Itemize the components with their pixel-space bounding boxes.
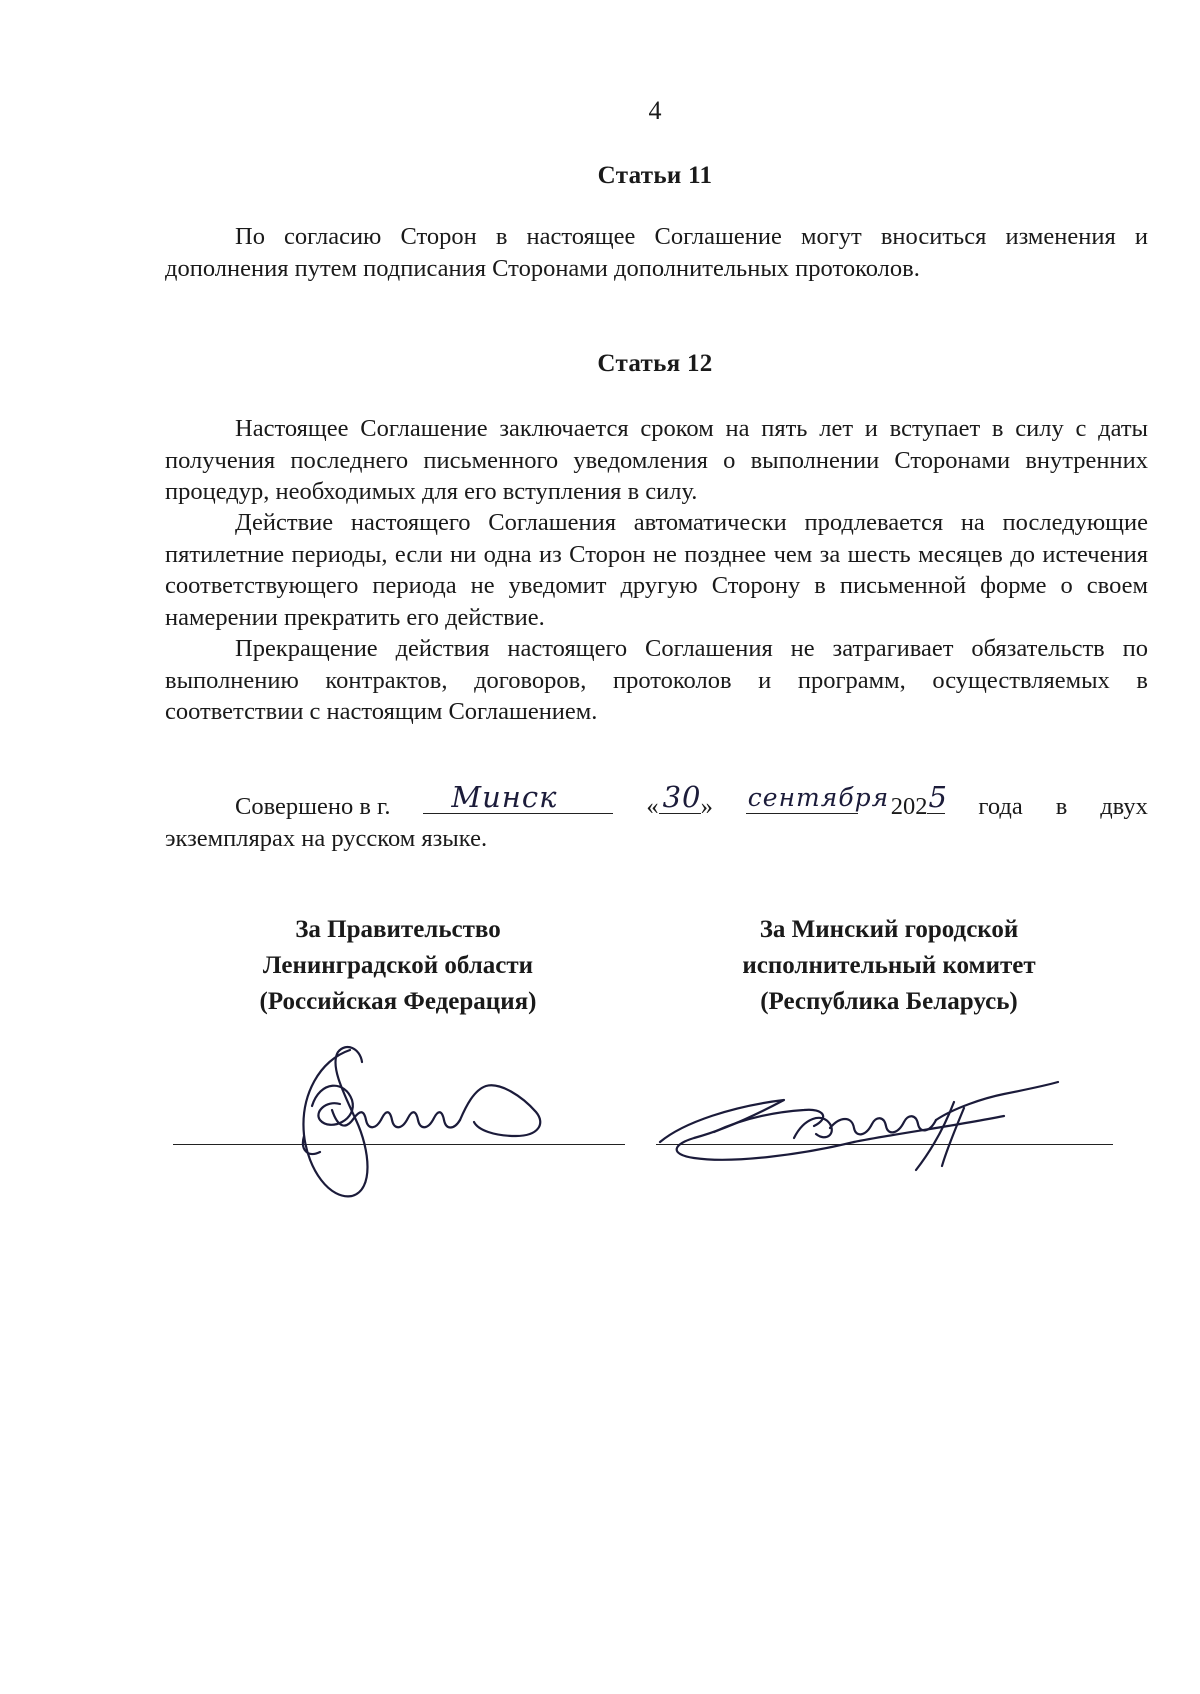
quote-close: » xyxy=(700,793,713,820)
quote-open: « xyxy=(646,793,659,820)
done-statement xyxy=(165,779,1148,854)
month-fill-field xyxy=(746,782,890,814)
month-handwritten: сентября xyxy=(747,782,890,812)
signatory-right xyxy=(669,912,1109,1020)
article-12-paragraph-2: Действие настоящего Соглашения автоматически продлевается на последующие пятилетние периоды, если ни одна из Сторон не позднее чем за шесть месяцев до истечения соответствующего периода не уведомит другую Сторону в письменной форме о своем намерении прекратить его действие. xyxy=(165,509,1148,631)
year-handwritten: 5 xyxy=(928,779,948,814)
two-word: двух xyxy=(1100,793,1148,820)
year-printed: 202 xyxy=(890,793,928,820)
city-handwritten: Минск xyxy=(451,779,558,814)
day-handwritten: 30 xyxy=(662,779,702,814)
date-group xyxy=(646,779,713,823)
page-number: 4 xyxy=(648,96,662,125)
signatory-right-line-2: исполнительный комитет xyxy=(742,952,1036,979)
done-statement-line-1 xyxy=(165,779,1148,823)
signatory-left xyxy=(178,912,618,1020)
day-fill-field xyxy=(659,779,702,814)
signatory-left-line-2: Ленинградской области xyxy=(262,952,534,979)
article-11-title: Статьи 11 xyxy=(597,162,713,189)
city-fill-field xyxy=(423,779,613,814)
article-12-paragraph-1: Настоящее Соглашение заключается сроком на пять лет и вступает в силу с даты получения последнего письменного уведомления о выполнении Сторонами внутренних процедур, необходимых для его вступления в силу. xyxy=(165,415,1148,505)
article-12-paragraph-3: Прекращение действия настоящего Соглашения не затрагивает обязательств по выполнению контрактов, договоров, протоколов и программ, осуществляемых в соответствии с настоящим Соглашением. xyxy=(165,635,1148,725)
year-word: года xyxy=(978,793,1023,820)
year-group xyxy=(890,779,948,823)
article-11-paragraph-1: По согласию Сторон в настоящее Соглашение могут вноситься изменения и дополнения путем подписания Сторонами дополнительных протоколов. xyxy=(165,223,1148,282)
article-12-title: Статья 12 xyxy=(597,350,713,377)
done-prefix: Совершено в г. xyxy=(235,793,391,820)
signatory-right-line-1: За Минский городской xyxy=(759,916,1019,943)
in-word: в xyxy=(1055,793,1068,820)
done-statement-line-2: экземплярах на русском языке. xyxy=(165,824,488,852)
signature-left-handwritten xyxy=(290,1040,580,1210)
signatory-left-line-1: За Правительство xyxy=(295,916,501,943)
signatory-right-line-3: (Республика Беларусь) xyxy=(760,988,1018,1015)
year-fill-field xyxy=(927,779,948,814)
signature-right-handwritten xyxy=(654,1068,1064,1176)
signatory-left-line-3: (Российская Федерация) xyxy=(259,988,537,1015)
